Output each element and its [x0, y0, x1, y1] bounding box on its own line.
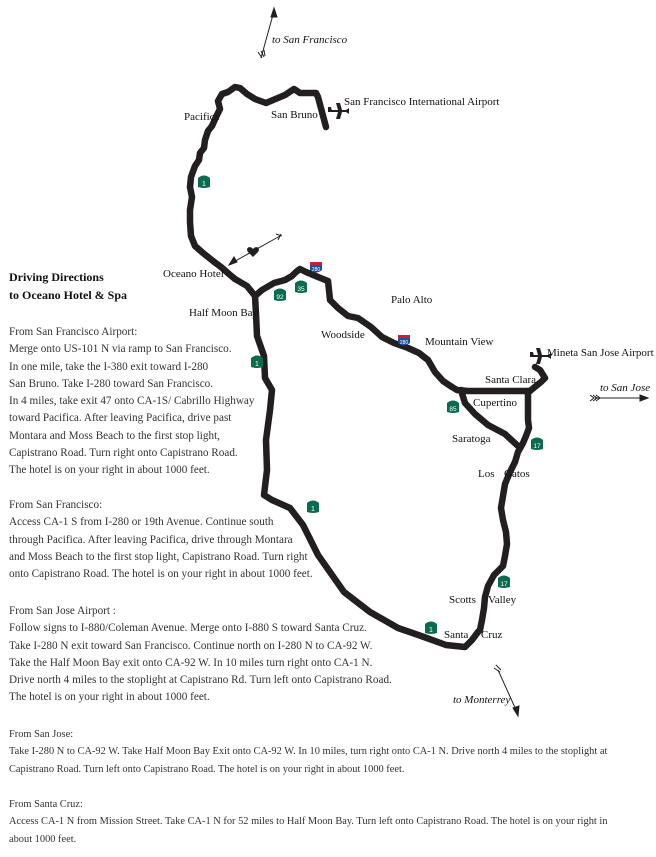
label-san-bruno: San Bruno [271, 109, 318, 121]
label-pacifica: Pacifica [184, 111, 220, 123]
road-i280-santa-clara [457, 390, 530, 391]
directions-line: In 4 miles, take exit 47 onto CA-1S/ Cabrillo Highway [9, 395, 255, 408]
label-los: Los [478, 468, 495, 480]
i-280-shield-north [309, 260, 323, 275]
label-palo-alto: Palo Alto [391, 294, 433, 306]
svg-text:280: 280 [399, 340, 409, 346]
svg-text:17: 17 [500, 581, 508, 588]
svg-text:92: 92 [276, 294, 284, 301]
svg-text:85: 85 [449, 406, 457, 413]
ca-17-shield-north [530, 436, 544, 451]
label-oceano-hotel: Oceano Hotel [163, 268, 224, 280]
ca-35-shield [294, 279, 308, 294]
arrow-to-san-jose [590, 395, 648, 401]
svg-text:1: 1 [202, 181, 206, 188]
svg-text:1: 1 [311, 506, 315, 513]
directions-heading: From San Francisco Airport: [9, 326, 138, 338]
directions-heading: From San Jose: [9, 729, 74, 740]
directions-line: through Pacifica. After leaving Pacifica, drive through Montara [9, 533, 293, 546]
svg-text:35: 35 [297, 286, 305, 293]
label-cupertino: Cupertino [473, 397, 517, 409]
directions-line: Take I-280 N exit toward San Francisco. Continue north on I-280 N to CA-92 W. [9, 639, 373, 652]
label-gatos: Gatos [504, 468, 530, 480]
label-sfo: San Francisco International Airport [344, 96, 500, 108]
directions-line: Montara and Moss Beach to the first stop light, [9, 429, 220, 442]
directions-line: The hotel is on your right in about 1000 feet. [9, 691, 210, 704]
directions-line: toward Pacifica. After leaving Pacifica, drive past [9, 412, 232, 425]
directions-from-san-francisco [9, 497, 313, 583]
directions-line: Access CA-1 N from Mission Street. Take CA-1 N for 52 miles to Half Moon Bay. Turn left onto Capistrano Road. The hotel is on your right in [9, 816, 608, 828]
ca-1-shield-north [197, 174, 211, 189]
label-valley: Valley [488, 594, 517, 606]
directions-from-san-jose [9, 726, 607, 778]
directions-line: Follow signs to I-880/Coleman Avenue. Merge onto I-880 S toward Santa Cruz. [9, 622, 367, 635]
i-280-shield-south [397, 333, 411, 348]
directions-line: and Moss Beach to the first stop light, Capistrano Road. Turn right [9, 550, 308, 563]
label-sjc: Mineta San Jose Airport [547, 347, 654, 359]
label-half-moon-bay: Half Moon Bay [189, 307, 259, 319]
arrow-to-monterrey [494, 665, 519, 716]
label-saratoga: Saratoga [452, 433, 491, 445]
title-line-1: Driving Directions [9, 270, 104, 284]
directions-line: The hotel is on your right in about 1000 feet. [9, 464, 210, 477]
label-santa: Santa [444, 629, 469, 641]
arrow-to-san-francisco [258, 8, 277, 58]
directions-line: Take the Half Moon Bay exit onto CA-92 W. In 10 miles turn right onto CA-1 N. [9, 656, 373, 669]
page-title [9, 268, 127, 304]
ca-92-shield [273, 287, 287, 302]
directions-line: Access CA-1 S from I-280 or 19th Avenue. Continue south [9, 516, 274, 529]
directions-line: Drive north 4 miles to the stoplight at Capistrano Rd. Turn left onto Capistrano Road. [9, 674, 392, 687]
directions-heading: From San Francisco: [9, 499, 103, 511]
directions-from-san-jose-airport [9, 603, 392, 707]
directions-line: about 1000 feet. [9, 833, 77, 845]
label-to-san-francisco: to San Francisco [272, 34, 348, 46]
label-santa-clara: Santa Clara [485, 374, 537, 386]
label-woodside: Woodside [321, 329, 365, 341]
svg-text:17: 17 [533, 443, 541, 450]
label-scotts: Scotts [449, 594, 476, 606]
svg-text:1: 1 [255, 361, 259, 368]
directions-line: Capistrano Road. Turn right onto Capistrano Road. [9, 447, 238, 460]
directions-line: In one mile, take the I-380 exit toward I-280 [9, 360, 209, 373]
directions-line: onto Capistrano Road. The hotel is on your right in about 1000 feet. [9, 568, 313, 581]
directions-line: Merge onto US-101 N via ramp to San Francisco. [9, 343, 232, 356]
label-mountain-view: Mountain View [425, 336, 494, 348]
directions-heading: From Santa Cruz: [9, 799, 83, 810]
ca-1-shield-santa-cruz [424, 620, 438, 635]
ca-85-shield [446, 399, 460, 414]
title-line-2: to Oceano Hotel & Spa [9, 288, 127, 302]
directions-line: Capistrano Road. Turn left onto Capistrano Road. The hotel is on your right in about 1000 feet. [9, 763, 405, 775]
directions-from-sfo [9, 324, 254, 480]
directions-line: Take I-280 N to CA-92 W. Take Half Moon Bay Exit onto CA-92 W. In 10 miles, turn right onto CA-1 N. Drive north 4 miles to the stoplight at [9, 746, 608, 758]
svg-text:1: 1 [429, 627, 433, 634]
ca-17-shield-south [497, 574, 511, 589]
label-to-san-jose: to San Jose [600, 382, 651, 394]
directions-from-santa-cruz [9, 796, 608, 848]
directions-heading: From San Jose Airport : [9, 605, 116, 617]
arrow-to-oceano-hotel [229, 234, 282, 265]
label-cruz: Cruz [481, 629, 503, 641]
svg-text:280: 280 [311, 267, 321, 273]
label-to-monterrey: to Monterrey [453, 694, 511, 706]
directions-line: San Bruno. Take I-280 toward San Francisco. [9, 377, 214, 390]
